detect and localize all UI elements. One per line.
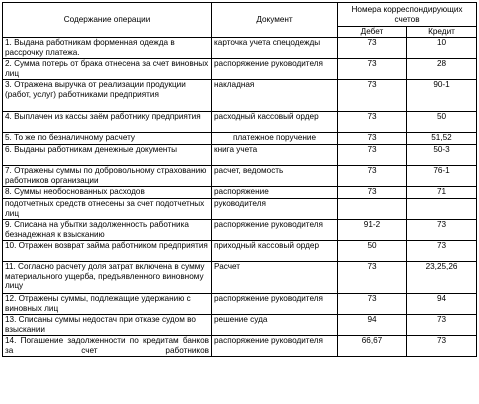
table-row bbox=[3, 133, 477, 145]
debit-cell: 94 bbox=[338, 315, 407, 336]
credit-cell: 50-3 bbox=[407, 145, 477, 166]
credit-cell: 73 bbox=[407, 336, 477, 357]
operation-cell: 7. Отражены суммы по добровольному страхованию работников организации bbox=[3, 166, 212, 187]
operation-cell: 14. Погашение задолженности по кредитам банков за счет работников bbox=[3, 336, 212, 357]
credit-cell: 23,25,26 bbox=[407, 262, 477, 294]
table-row bbox=[3, 166, 477, 187]
debit-cell: 73 bbox=[338, 112, 407, 133]
operation-cell: 8. Суммы необоснованных расходов bbox=[3, 187, 212, 199]
document-cell: расчет, ведомость bbox=[212, 166, 338, 187]
credit-cell: 90-1 bbox=[407, 80, 477, 112]
debit-cell: 50 bbox=[338, 241, 407, 262]
document-cell: распоряжение руководителя bbox=[212, 294, 338, 315]
operation-cell: 6. Выданы работникам денежные документы bbox=[3, 145, 212, 166]
header-operation: Содержание операции bbox=[3, 3, 212, 38]
debit-cell: 73 bbox=[338, 80, 407, 112]
table-row bbox=[3, 112, 477, 133]
document-cell: решение суда bbox=[212, 315, 338, 336]
operation-cell: 5. То же по безналичному расчету bbox=[3, 133, 212, 145]
document-cell: накладная bbox=[212, 80, 338, 112]
table-row bbox=[3, 220, 477, 241]
header-debit: Дебет bbox=[338, 27, 407, 38]
debit-cell: 73 bbox=[338, 166, 407, 187]
debit-cell: 73 bbox=[338, 38, 407, 59]
document-cell: распоряжение руководителя bbox=[212, 220, 338, 241]
operation-cell: 13. Списаны суммы недостач при отказе судом во взыскании bbox=[3, 315, 212, 336]
operation-cell: 11. Согласно расчету доля затрат включена в сумму материального ущерба, предъявленного виновному лицу bbox=[3, 262, 212, 294]
operation-cell: 12. Отражены суммы, подлежащие удержанию с виновных лиц bbox=[3, 294, 212, 315]
credit-cell: 94 bbox=[407, 294, 477, 315]
document-cell: распоряжение руководителя bbox=[212, 336, 338, 357]
operation-cell: 4. Выплачен из кассы заём работнику предприятия bbox=[3, 112, 212, 133]
table-row bbox=[3, 38, 477, 59]
accounting-entries-table bbox=[2, 2, 477, 357]
table-row bbox=[3, 199, 477, 220]
table-row bbox=[3, 145, 477, 166]
document-cell: карточка учета спецодежды bbox=[212, 38, 338, 59]
debit-cell: 73 bbox=[338, 294, 407, 315]
document-cell: книга учета bbox=[212, 145, 338, 166]
credit-cell bbox=[407, 199, 477, 220]
credit-cell: 51,52 bbox=[407, 133, 477, 145]
operation-cell: 1. Выдана работникам форменная одежда в рассрочку платежа. bbox=[3, 38, 212, 59]
document-cell: расходный кассовый ордер bbox=[212, 112, 338, 133]
credit-cell: 76-1 bbox=[407, 166, 477, 187]
document-cell: руководителя bbox=[212, 199, 338, 220]
table-row bbox=[3, 262, 477, 294]
document-cell: приходный кассовый ордер bbox=[212, 241, 338, 262]
document-cell: платежное поручение bbox=[212, 133, 338, 145]
header-credit: Кредит bbox=[407, 27, 477, 38]
document-cell: Расчет bbox=[212, 262, 338, 294]
operation-cell: 9. Списана на убытки задолженность работника безнадежная к взысканию bbox=[3, 220, 212, 241]
operation-cell: 2. Сумма потерь от брака отнесена за счет виновных лиц bbox=[3, 59, 212, 80]
debit-cell: 91-2 bbox=[338, 220, 407, 241]
debit-cell: 73 bbox=[338, 187, 407, 199]
document-cell: распоряжение bbox=[212, 187, 338, 199]
table-row bbox=[3, 294, 477, 315]
table-row bbox=[3, 80, 477, 112]
debit-cell: 73 bbox=[338, 59, 407, 80]
header-row bbox=[3, 3, 477, 27]
debit-cell: 73 bbox=[338, 145, 407, 166]
table-row bbox=[3, 59, 477, 80]
credit-cell: 73 bbox=[407, 241, 477, 262]
credit-cell: 10 bbox=[407, 38, 477, 59]
table-row bbox=[3, 187, 477, 199]
document-cell: распоряжение руководителя bbox=[212, 59, 338, 80]
credit-cell: 71 bbox=[407, 187, 477, 199]
debit-cell: 66,67 bbox=[338, 336, 407, 357]
credit-cell: 50 bbox=[407, 112, 477, 133]
credit-cell: 28 bbox=[407, 59, 477, 80]
operation-cell: 3. Отражена выручка от реализации продукции (работ, услуг) работниками предприятия bbox=[3, 80, 212, 112]
debit-cell bbox=[338, 199, 407, 220]
credit-cell: 73 bbox=[407, 220, 477, 241]
header-document: Документ bbox=[212, 3, 338, 38]
table-row bbox=[3, 315, 477, 336]
header-accounts: Номера корреспондирующих счетов bbox=[338, 3, 477, 27]
operation-cell: 10. Отражен возврат займа работником предприятия bbox=[3, 241, 212, 262]
debit-cell: 73 bbox=[338, 133, 407, 145]
operation-cell: подотчетных средств отнесены за счет подотчетных лиц bbox=[3, 199, 212, 220]
table-row bbox=[3, 336, 477, 357]
table-row bbox=[3, 241, 477, 262]
debit-cell: 73 bbox=[338, 262, 407, 294]
credit-cell: 73 bbox=[407, 315, 477, 336]
